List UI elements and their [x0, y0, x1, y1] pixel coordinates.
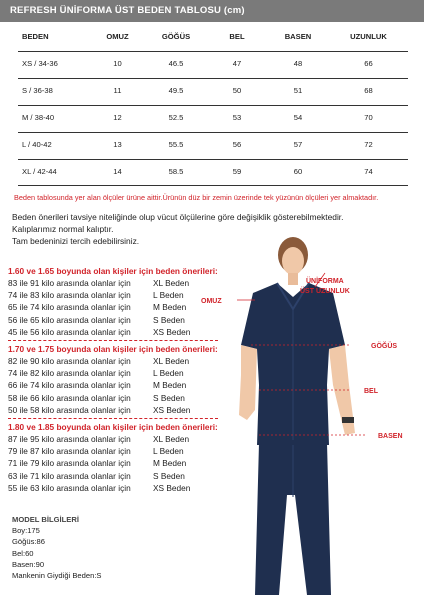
weight-range: 66 ile 74 kilo arasında olanlar için [8, 380, 131, 391]
size-value: M Beden [153, 380, 187, 391]
col-header-bel: BEL [229, 32, 245, 41]
table-row [18, 59, 408, 73]
model-waist: Bel:60 [12, 548, 34, 558]
table-divider [18, 78, 408, 79]
weight-range: 71 ile 79 kilo arasında olanlar için [8, 458, 131, 469]
col-header-uzunluk: UZUNLUK [350, 32, 387, 41]
size-value: XL Beden [153, 356, 190, 367]
list-item [8, 289, 220, 301]
table-cell: 47 [232, 59, 242, 68]
measurement-note: Beden tablosunda yer alan ölçüler ürüne aittir.Ürünün düz bir zemin üzerinde tek yüzünün ölçüleri yer almaktadır. [14, 193, 379, 202]
size-value: M Beden [153, 302, 187, 313]
weight-range: 65 ile 74 kilo arasında olanlar için [8, 302, 131, 313]
table-cell: 52.5 [168, 113, 184, 122]
table-cell: S / 36-38 [22, 86, 53, 95]
list-item [8, 470, 220, 482]
size-value: XS Beden [153, 326, 191, 337]
list-item [8, 314, 220, 326]
weight-range: 82 ile 90 kilo arasında olanlar için [8, 356, 131, 367]
size-value: M Beden [153, 458, 187, 469]
table-row [18, 167, 408, 181]
table-cell: 12 [113, 113, 122, 122]
table-header-row [18, 32, 408, 46]
size-value: S Beden [153, 470, 185, 481]
size-value: XL Beden [153, 278, 190, 289]
model-hip: Basen:90 [12, 559, 45, 569]
table-cell: 74 [364, 167, 373, 176]
list-item [8, 277, 220, 289]
col-header-beden: BEDEN [22, 32, 49, 41]
list-item [8, 433, 220, 445]
size-value: L Beden [153, 290, 184, 301]
weight-range: 83 ile 91 kilo arasında olanlar için [8, 278, 131, 289]
table-cell: 60 [293, 167, 303, 176]
section-heading: 1.60 ve 1.65 boyunda olan kişiler için beden önerileri: [8, 266, 218, 276]
model-chest: Göğüs:86 [12, 537, 45, 547]
table-divider [18, 105, 408, 106]
table-row [18, 86, 408, 100]
list-item [8, 301, 220, 313]
weight-range: 58 ile 66 kilo arasında olanlar için [8, 392, 131, 403]
table-cell: 68 [364, 86, 373, 95]
table-cell: 66 [364, 59, 373, 68]
list-item [8, 355, 220, 367]
weight-range: 79 ile 87 kilo arasında olanlar için [8, 446, 131, 457]
table-cell: 50 [232, 86, 242, 95]
weight-range: 50 ile 58 kilo arasında olanlar için [8, 404, 131, 415]
list-item [8, 367, 220, 379]
col-header-basen: BASEN [284, 32, 312, 41]
table-cell: 10 [113, 59, 122, 68]
table-cell: 13 [113, 140, 122, 149]
list-item [8, 445, 220, 457]
size-value: S Beden [153, 314, 185, 325]
table-cell: 46.5 [168, 59, 184, 68]
table-cell: 58.5 [168, 167, 184, 176]
table-cell: 54 [293, 113, 303, 122]
col-header-gogus: GÖĞÜS [161, 32, 191, 41]
table-cell: 55.5 [168, 140, 184, 149]
list-item [8, 379, 220, 391]
list-item [8, 482, 220, 494]
table-divider [18, 51, 408, 52]
model-info-title: MODEL BİLGİLERİ [12, 515, 79, 524]
list-item [8, 457, 220, 469]
weight-range: 63 ile 71 kilo arasında olanlar için [8, 470, 131, 481]
table-cell: 14 [113, 167, 122, 176]
table-divider [18, 159, 408, 160]
table-cell: 53 [232, 113, 242, 122]
table-cell: 59 [232, 167, 242, 176]
model-height: Boy:175 [12, 526, 40, 536]
col-header-omuz: OMUZ [106, 32, 129, 41]
table-cell: 57 [293, 140, 303, 149]
size-value: XS Beden [153, 404, 191, 415]
table-cell: 51 [293, 86, 303, 95]
size-value: XL Beden [153, 434, 190, 445]
size-value: XS Beden [153, 482, 191, 493]
info-line: Beden önerileri tavsiye niteliğinde olup vücut ölçülerine göre değişiklik gösterebilmektedir. [12, 212, 344, 222]
table-cell: L / 40-42 [22, 140, 52, 149]
label-ust-uzunluk: ÜST UZUNLUK [300, 288, 350, 295]
weight-range: 74 ile 83 kilo arasında olanlar için [8, 290, 131, 301]
size-value: L Beden [153, 368, 184, 379]
label-omuz: OMUZ [201, 298, 222, 305]
weight-range: 87 ile 95 kilo arasında olanlar için [8, 434, 131, 445]
list-item [8, 392, 220, 404]
weight-range: 56 ile 65 kilo arasında olanlar için [8, 314, 131, 325]
header-bar [0, 0, 424, 22]
section-divider [8, 418, 218, 419]
table-cell: 48 [293, 59, 303, 68]
section-heading: 1.70 ve 1.75 boyunda olan kişiler için beden önerileri: [8, 343, 218, 354]
table-cell: 56 [232, 140, 242, 149]
model-info [12, 514, 102, 581]
model-size: Mankenin Giydiği Beden:S [12, 571, 102, 581]
section-divider [8, 340, 218, 341]
weight-range: 45 ile 56 kilo arasında olanlar için [8, 326, 131, 337]
size-value: S Beden [153, 392, 185, 403]
list-item [8, 326, 220, 338]
section-heading: 1.80 ve 1.85 boyunda olan kişiler için beden önerileri: [8, 421, 218, 432]
header-title: REFRESH ÜNİFORMA ÜST BEDEN TABLOSU (cm) [10, 5, 245, 16]
list-item [8, 404, 220, 416]
label-uniforma: ÜNİFORMA [306, 278, 344, 285]
label-gogus: GÖĞÜS [371, 343, 398, 350]
weight-range: 55 ile 63 kilo arasında olanlar için [8, 482, 131, 493]
table-cell: 11 [113, 86, 122, 95]
size-value: L Beden [153, 446, 184, 457]
label-bel: BEL [364, 388, 378, 395]
table-cell: 72 [364, 140, 373, 149]
size-table [18, 32, 408, 181]
table-cell: 49.5 [168, 86, 184, 95]
info-line: Tam bedeninizi tercih edebilirsiniz. [12, 236, 140, 247]
table-divider [18, 185, 408, 186]
weight-range: 74 ile 82 kilo arasında olanlar için [8, 368, 131, 379]
table-row [18, 113, 408, 127]
table-row [18, 140, 408, 154]
table-divider [18, 132, 408, 133]
label-basen: BASEN [378, 433, 403, 440]
table-cell: M / 38-40 [22, 113, 55, 122]
recommendation-list [8, 265, 220, 494]
table-cell: XS / 34-36 [22, 59, 58, 68]
table-cell: 70 [364, 113, 373, 122]
table-cell: XL / 42-44 [22, 167, 57, 176]
info-line: Kalıplarımız normal kalıptır. [12, 224, 114, 235]
